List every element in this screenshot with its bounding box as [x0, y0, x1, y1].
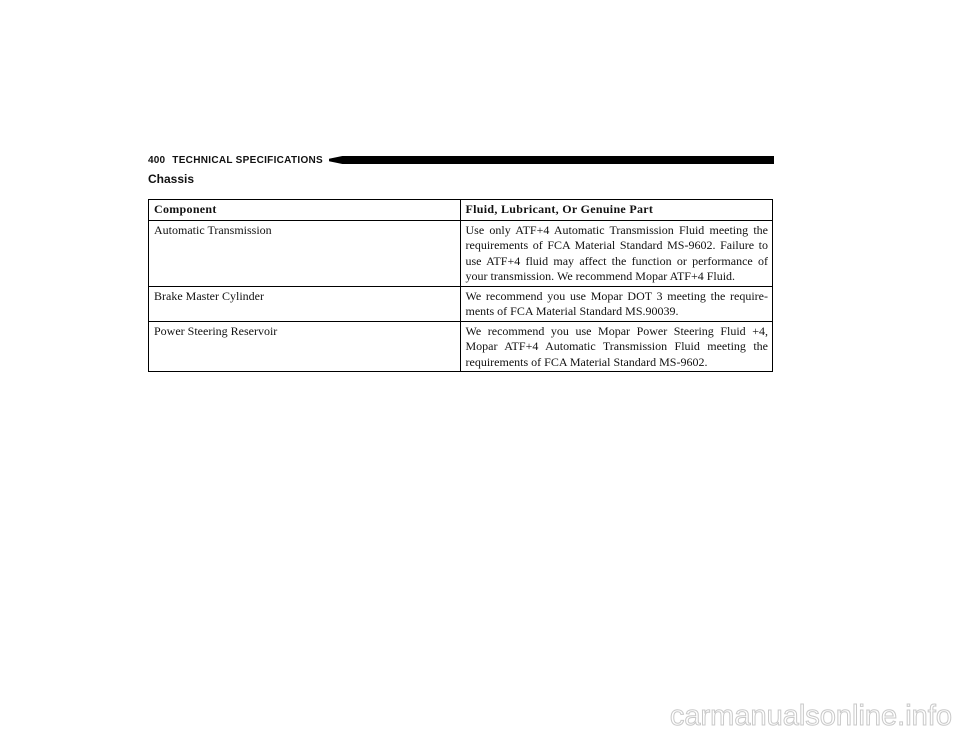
section-title: Chassis	[148, 172, 195, 186]
table-header-row	[149, 200, 773, 221]
column-header-fluid: Fluid, Lubricant, Or Genuine Part	[460, 200, 773, 221]
header-rule	[329, 156, 774, 164]
fluids-spec-table	[148, 199, 773, 372]
row-component-cell: Power Steering Reservoir	[149, 321, 461, 372]
column-header-component: Component	[149, 200, 461, 221]
site-watermark: carmanualsonline.info	[669, 700, 952, 732]
row-fluid-cell: We recommend you use Mopar DOT 3 meeting the require- ments of FCA Material Standard MS.90039.	[460, 286, 773, 321]
row-component-cell: Brake Master Cylinder	[149, 286, 461, 321]
running-title: TECHNICAL SPECIFICATIONS	[172, 154, 324, 166]
table-row	[149, 286, 773, 321]
page-header	[148, 154, 774, 166]
page-number: 400	[148, 154, 166, 166]
row-component-cell: Automatic Transmission	[149, 220, 461, 286]
table-row	[149, 220, 773, 286]
row-fluid-cell: We recommend you use Mopar Power Steering Fluid +4, Mopar ATF+4 Automatic Transmission Fluid meeting the requirements of FCA Material Standard MS-9602.	[460, 321, 773, 372]
row-fluid-cell: Use only ATF+4 Automatic Transmission Fluid meeting the requirements of FCA Material Standard MS-9602. Failure to use ATF+4 fluid may affect the function or performance of your transmission. We recommend Mopar ATF+4 Fluid.	[460, 220, 773, 286]
table-row	[149, 321, 773, 372]
